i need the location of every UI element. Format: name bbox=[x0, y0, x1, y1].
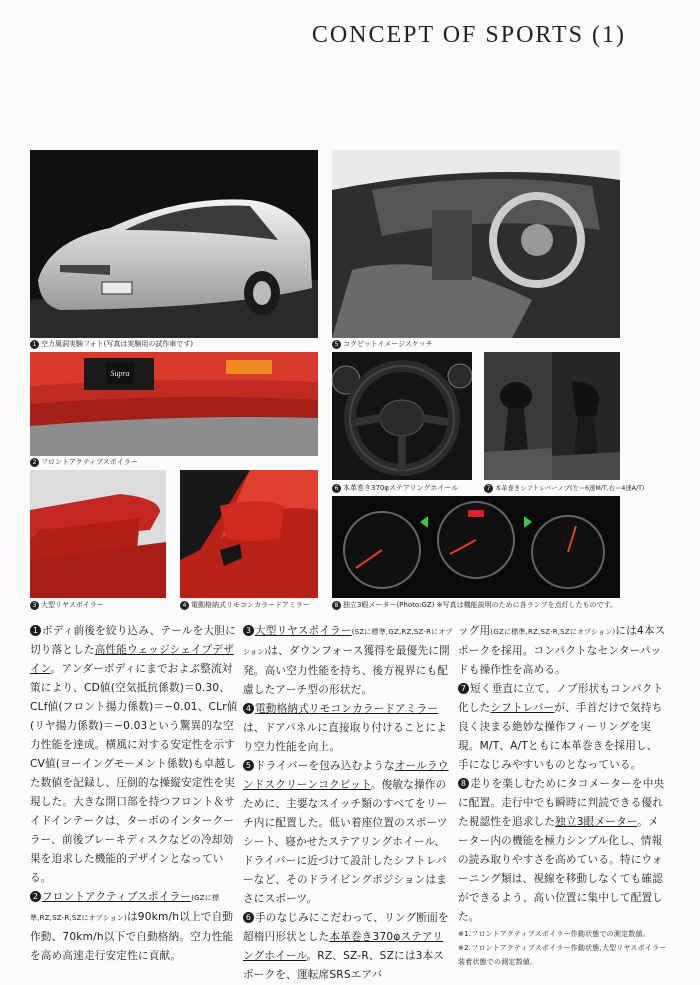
front-spoiler-photo bbox=[30, 352, 318, 456]
steering-wheel-photo bbox=[332, 352, 472, 480]
cockpit-sketch-photo bbox=[332, 150, 620, 338]
page-title: CONCEPT OF SPORTS (1) bbox=[311, 22, 626, 48]
caption-4: 4 電動格納式リモコンカラードアミラー bbox=[180, 600, 310, 610]
footnote-2: ※2.フロントアクティブスポイラー作動状態,大型リヤスポイラー装着状態での測定数値。 bbox=[458, 944, 667, 966]
svg-text:Supra: Supra bbox=[110, 369, 130, 378]
caption-6: 6 本革巻き370φステアリングホイール bbox=[332, 483, 458, 493]
caption-5: 5 コクピットイメージスケッチ bbox=[332, 339, 433, 349]
door-mirror-photo bbox=[180, 470, 318, 598]
wind-tunnel-photo bbox=[30, 150, 318, 338]
caption-3: 3 大型リヤスポイラー bbox=[30, 600, 104, 610]
caption-2: 2 フロントアクティブスポイラー bbox=[30, 457, 138, 467]
rear-spoiler-photo bbox=[30, 470, 166, 598]
caption-1: 1 空力風洞実験フォト(写真は実験用の試作車です) bbox=[30, 339, 193, 349]
text-column-2: 3 大型リヤスポイラー(SZに標準,GZ,RZ,SZ-Rにオプション)は、ダウンフォース獲得を最優先に開発。高い空力性能を持ち、後方視界にも配慮したアーチ型の形状だ。 4 電動格納式リモコンカラードアミラーは、ドアパネルに直接取り付けることにより空力性能を向上。 5 ドライバーを包み込むようなオールラウンドスクリーンコクピット。俊敏な操作のために、主要なスイッチ類のすべてをリーチ内に配置した。低い着座位置のスポーツシート、寝かせたステアリングホイール、ドライバーに近づけて設計したシフトレバーなど、そのドライビングポジションはまさにスポーツ。 6 手のなじみにこだわって、リング断面を超楕円形状とした本革巻き370φステアリングホイール。RZ、SZ-R、SZには3本スポークを、運転席SRSエアバ bbox=[243, 625, 453, 981]
caption-8: 8 独立3眼メーター(Photo:GZ) ※写真は機能説明のために各ランプを点灯したものです。 bbox=[332, 600, 617, 610]
text-column-1: 1 ボディ前後を絞り込み、テールを大胆に切り落とした高性能ウェッジシェイプデザイン。アンダーボディにまでおよぶ整流対策により、CD値(空気抵抗係数)＝0.30、CLf値(フロント揚力係数)＝−0.01、CLr値(リヤ揚力係数)＝−0.03という驚異的な空力性能を達成。横風に対する安定性を示すCV値(ヨーイングモーメント係数)も卓越した数値を記録し、圧倒的な操縦安定性を実現した。大きな開口部を持つフロント＆サイドインテークは、ターボのインタークーラー、前後ブレーキディスクなどの冷却効果を追求した機能的デザインとなっている。 2 フロントアクティブスポイラー(GZに標準,RZ,SZ-R,SZにオプション)は90km/h以上で自動作動、70km/h以下で自動格納。空力性能を高め高速走行安定性に貢献。 bbox=[30, 625, 238, 962]
caption-7: 7 本革巻きシフトレバーノブ(左＝6速M/T,右＝4速A/T) bbox=[484, 483, 644, 493]
footnote-1: ※1.フロントアクティブスポイラー作動状態での測定数値。 bbox=[458, 930, 650, 938]
text-column-3: ッグ用(GZに標準,RZ,SZ-R,SZにオプション)には4本スポークを採用。コンパクトなセンターパッドも操作性を高める。 7 短く垂直に立て、ノブ形状もコンパクト化したシフトレバーが、手首だけで気持ち良く決まる絶妙な操作フィーリングを実現。M/T、A/Tともに本革巻きを採用し、手になじみやすいものとなっている。 8 走りを楽しむためにタコメーターを中央に配置。走行中でも瞬時に判読できる優れた視認性を追求した独立3眼メーター。メーター内の機能を極力シンプル化し、情報の読み取りやすさを高めている。特にウォーニング類は、視線を移動しなくても確認ができるよう、高い位置に集中して配置した。 ※1.フロントアクティブスポイラー作動状態での測定数値。 ※2.フロントアクティブスポイラー作動状態,大型リヤスポイラー装着状態での測定数値。 bbox=[458, 622, 668, 969]
meter-photo bbox=[332, 496, 620, 598]
shift-knob-photo bbox=[484, 352, 620, 480]
